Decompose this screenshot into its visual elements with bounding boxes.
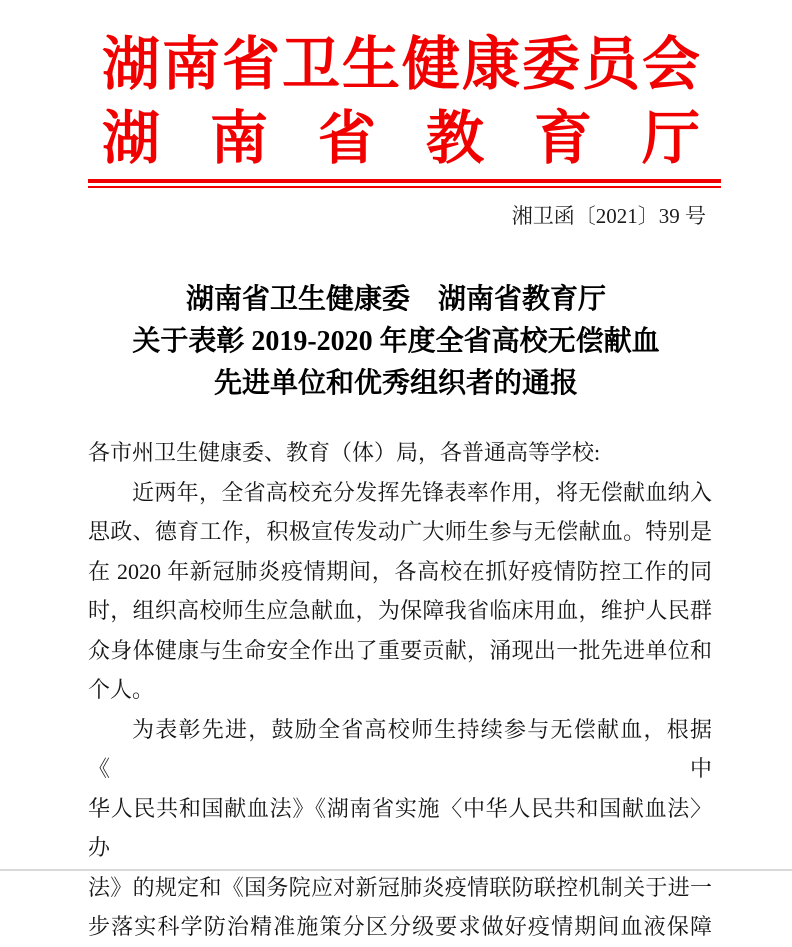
body-line: 在 2020 年新冠肺炎疫情期间，各高校在抓好疫情防控工作的同 [88, 558, 712, 584]
red-separator-rule [88, 179, 721, 188]
title-line-2: 关于表彰 2019-2020 年度全省高校无偿献血 [132, 326, 660, 357]
salutation-line: 各市州卫生健康委、教育（体）局，各普通高等学校: [88, 440, 601, 465]
org-name-line-2: 湖南省教育厅 [102, 106, 700, 171]
body-line: 思政、德育工作，积极宣传发动广大师生参与无偿献血。特别是 [88, 519, 712, 544]
body-line: 时，组织高校师生应急献血，为保障我省临床用血，维护人民群 [88, 598, 712, 623]
document-number: 湘卫函〔2021〕39 号 [511, 204, 706, 228]
body-line: 近两年，全省高校充分发挥先锋表率作用，将无偿献血纳入 [132, 479, 712, 505]
letterhead [0, 0, 792, 188]
title-line-3: 先进单位和优秀组织者的通报 [213, 368, 578, 399]
org-name-line-1: 湖南省卫生健康委员会 [102, 32, 700, 97]
page-bottom-edge [0, 869, 792, 871]
body-line: 众身体健康与生命安全作出了重要贡献，涌现出一批先进单位和 [88, 637, 712, 663]
body-line: 华人民共和国献血法》《湖南省实施〈中华人民共和国献血法〉办 [88, 795, 712, 860]
body-line: 个人。 [88, 677, 155, 702]
body-line: 步落实科学防治精准施策分区分级要求做好疫情期间血液保障 [88, 914, 712, 939]
document-title [0, 279, 792, 405]
title-line-1: 湖南省卫生健康委 湖南省教育厅 [185, 284, 606, 315]
body-line: 法》的规定和《国务院应对新冠肺炎疫情联防联控机制关于进一 [88, 874, 712, 900]
body-line: 为表彰先进，鼓励全省高校师生持续参与无偿献血，根据《中 [88, 716, 712, 781]
